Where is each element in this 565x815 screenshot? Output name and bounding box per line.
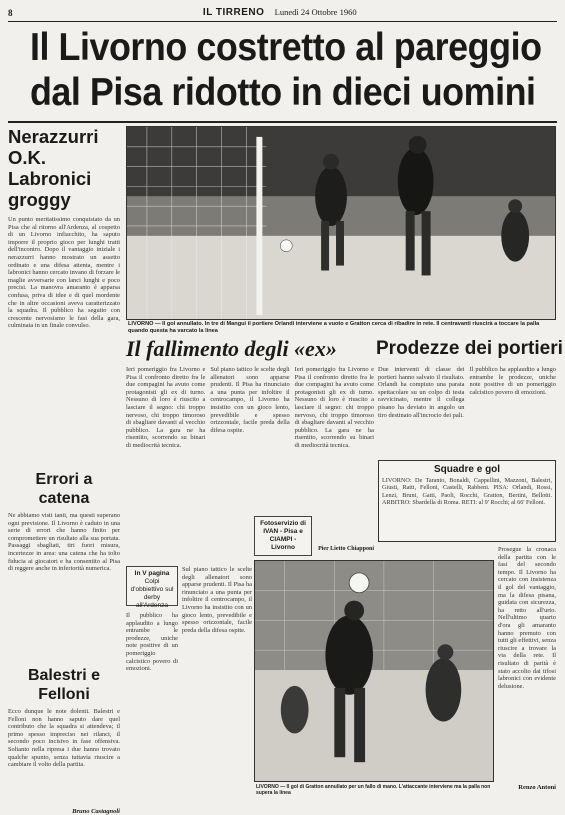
photo-credit-box: Fotoservizio di IVAN - Pisa e CIAMPI - Livorno [254,516,312,556]
fallimento-columns [126,366,374,536]
squadre-gol-text: LIVORNO: De Taranto, Bonaldi, Cappellini, Mazzoni, Balestri, Giusti, Ratti, Felloni, Castelli, Rabbeni. PISA: Orlandi, Rossi, Lenzi, Bruni, Gatti, Paoli, Rocchi, Gratton, Bertini, Bellotti. ARBITRO: Sbardella di Roma. RETI: al 9' Rocchi; al 66' Felloni. [382,477,552,507]
page-number: 8 [8,7,13,18]
main-headline [29,26,542,120]
fallimento-text-col-3: Ieri pomeriggio fra Livorno e Pisa il confronto diretto fra le due compagini ha avuto come protagonisti gli ex di turno. Nessuno di loro è riuscito a lasciare il segno: chi troppo nervoso, chi troppo timoroso di sbagliare davanti al vecchio pubblico. La gara ne ha risentito, scorrendo su binari di mediocrità tecnica. [294,366,374,449]
fallimento-text-col-2: Sul piano tattico le scelte degli allenatori sono apparse prudenti. Il Pisa ha rinunciato a una punta per infoltire il centrocampo, il Livorno ha insistito con un gioco lento, prevedibile e spesso orizzontale, facile preda della difesa ospite. [210,366,290,434]
left-kicker: Nerazzurri O.K. Labronici groggy [8,126,99,210]
prodezze-text-col-1: Due interventi di classe dei portieri hanno salvato il risultato. Orlandi ha compiuto una parata spettacolare su un colpo di testa ravvicinato, mentre il collega pisano ha deviato in angolo un tiro destinato all'incrocio dei pali. [378,366,465,419]
middle-byline: Pier Lietto Chiapponi [318,546,374,552]
headline-rule [8,121,557,123]
page-reference-box [126,566,178,609]
page-reference-title: In V pagina [134,570,170,577]
left-article-text-3: Ecco dunque le note dolenti. Balestri e Felloni non hanno saputo dare quel contributo che la squadra si attendeva; il primo spesso impreciso nei rilanci, il secondo poco incisivo in fase offensiva. Soltanto nella ripresa i due hanno trovato qualche spunto, senza tuttavia riuscire a cambiare il volto della partita. [8,708,120,769]
lower-left-columns [182,566,252,790]
bottom-right-text: Prosegue la cronaca della partita con le fasi del secondo tempo. Il Livorno ha cercato con insistenza il gol del vantaggio, ma la difesa pisana, guidata con sicurezza, ha retto all'urto. Nell'ultimo quarto d'ora gli amaranto hanno premuto con tutti gli effettivi, senza riuscire a trovare la via della rete. Il risultato di parità è stato accolto dai tifosi labronici con evidente delusione. [498,546,556,690]
goal-attempt-image [255,561,493,781]
squadre-gol-title: Squadre e gol [433,464,501,475]
headline-fallimento: Il fallimento degli «ex» [126,336,337,361]
lower-far-text-col: Il pubblico ha applaudito a lungo entrambe le prodezze, uniche note positive di un pomeriggio calcistico povero di emozioni. [126,612,178,673]
headline-prodezze: Prodezze dei portieri [376,338,563,359]
section-heading-balestri: Balestri e Felloni [27,667,101,703]
prodezze-text-col-2: Il pubblico ha applaudito a lungo entrambe le prodezze, uniche note positive di un pomeriggio calcistico povero di emozioni. [469,366,556,396]
match-photo-top [126,126,556,320]
left-byline: Bruno Castagnoli [72,808,120,815]
headline-line-1: Il Livorno costretto al pareggio [29,26,542,69]
section-heading-errori: Errori a catena [35,471,93,507]
left-article-text-1: Un punto meritatissimo conquistato da un Pisa che al ritorno all'Ardenza, al cospetto di un Livorno infiacchito, ha saputo imporre il proprio gioco per lunghi tratti dell'incontro. Dopo il vantaggio iniziale i nerazzurri hanno mostrato un assetto ordinato e una difesa attenta, mentre i labronici hanno cercato invano di forzare le maglie avversarie con lanci lunghi e poco precisi. La manovra amaranto è apparsa confusa, priva di idee e di quel mordente che in altre occasioni aveva caratterizzato la squadra. Il pubblico ha seguito con crescente nervosismo le fasi della gara, culminata in un finale convulso. [8,216,120,330]
newspaper-name: IL TIRRENO [202,7,265,18]
squadre-gol-box [378,460,556,542]
page-reference-text: Colpi d'obbiettivo sul derby all'Ardenza [130,578,174,609]
lower-text-col: Sul piano tattico le scelte degli allenatori sono apparse prudenti. Il Pisa ha rinunciato a una punta per infoltire il centrocampo, il Livorno ha insistito con un gioco lento, prevedibile e spesso orizzontale, facile preda della difesa ospite. [182,566,252,634]
lower-far-left-columns [126,612,178,790]
bottom-right-byline: Renzo Antoni [518,784,556,791]
bottom-right-columns [498,546,556,780]
prodezze-columns [378,366,556,456]
left-column [8,126,120,815]
headline-line-2: dal Pisa ridotto in dieci uomini [29,71,536,114]
goal-action-image [127,127,555,319]
match-photo-bottom [254,560,494,782]
issue-date: Lunedì 24 Ottobre 1960 [274,7,357,17]
masthead [8,4,557,22]
fallimento-text-col-1: Ieri pomeriggio fra Livorno e Pisa il confronto diretto fra le due compagini ha avuto come protagonisti gli ex di turno. Nessuno di loro è riuscito a lasciare il segno: chi troppo nervoso, chi troppo timoroso di sbagliare davanti al vecchio pubblico. La gara ne ha risentito, scorrendo su binari di mediocrità tecnica. [126,366,206,449]
top-photo-caption: LIVORNO — Il gol annullato. In tre di Mangui il portiere Orlandi interviene a vuoto e Gratton cerca di ribadire in rete. Il centravanti riuscirà a toccare la palla quando questa ha varcato la linea [128,321,540,334]
bottom-photo-caption: LIVORNO — Il gol di Gratton annullato per un fallo di mano. L'attaccante interviene ma la palla non supera la linea [256,784,491,796]
left-article-text-2: Ne abbiamo visti tanti, ma questi superano ogni previsione. Il Livorno è caduto in una serie di errori che hanno finito per compromettere un risultato alla sua portata. Passaggi sbagliati, tiri fuori misura, incertezze in area: una catena che ha tolto fiducia ai giocatori e ha consentito al Pisa di reggere anche in inferiorità numerica. [8,512,120,573]
